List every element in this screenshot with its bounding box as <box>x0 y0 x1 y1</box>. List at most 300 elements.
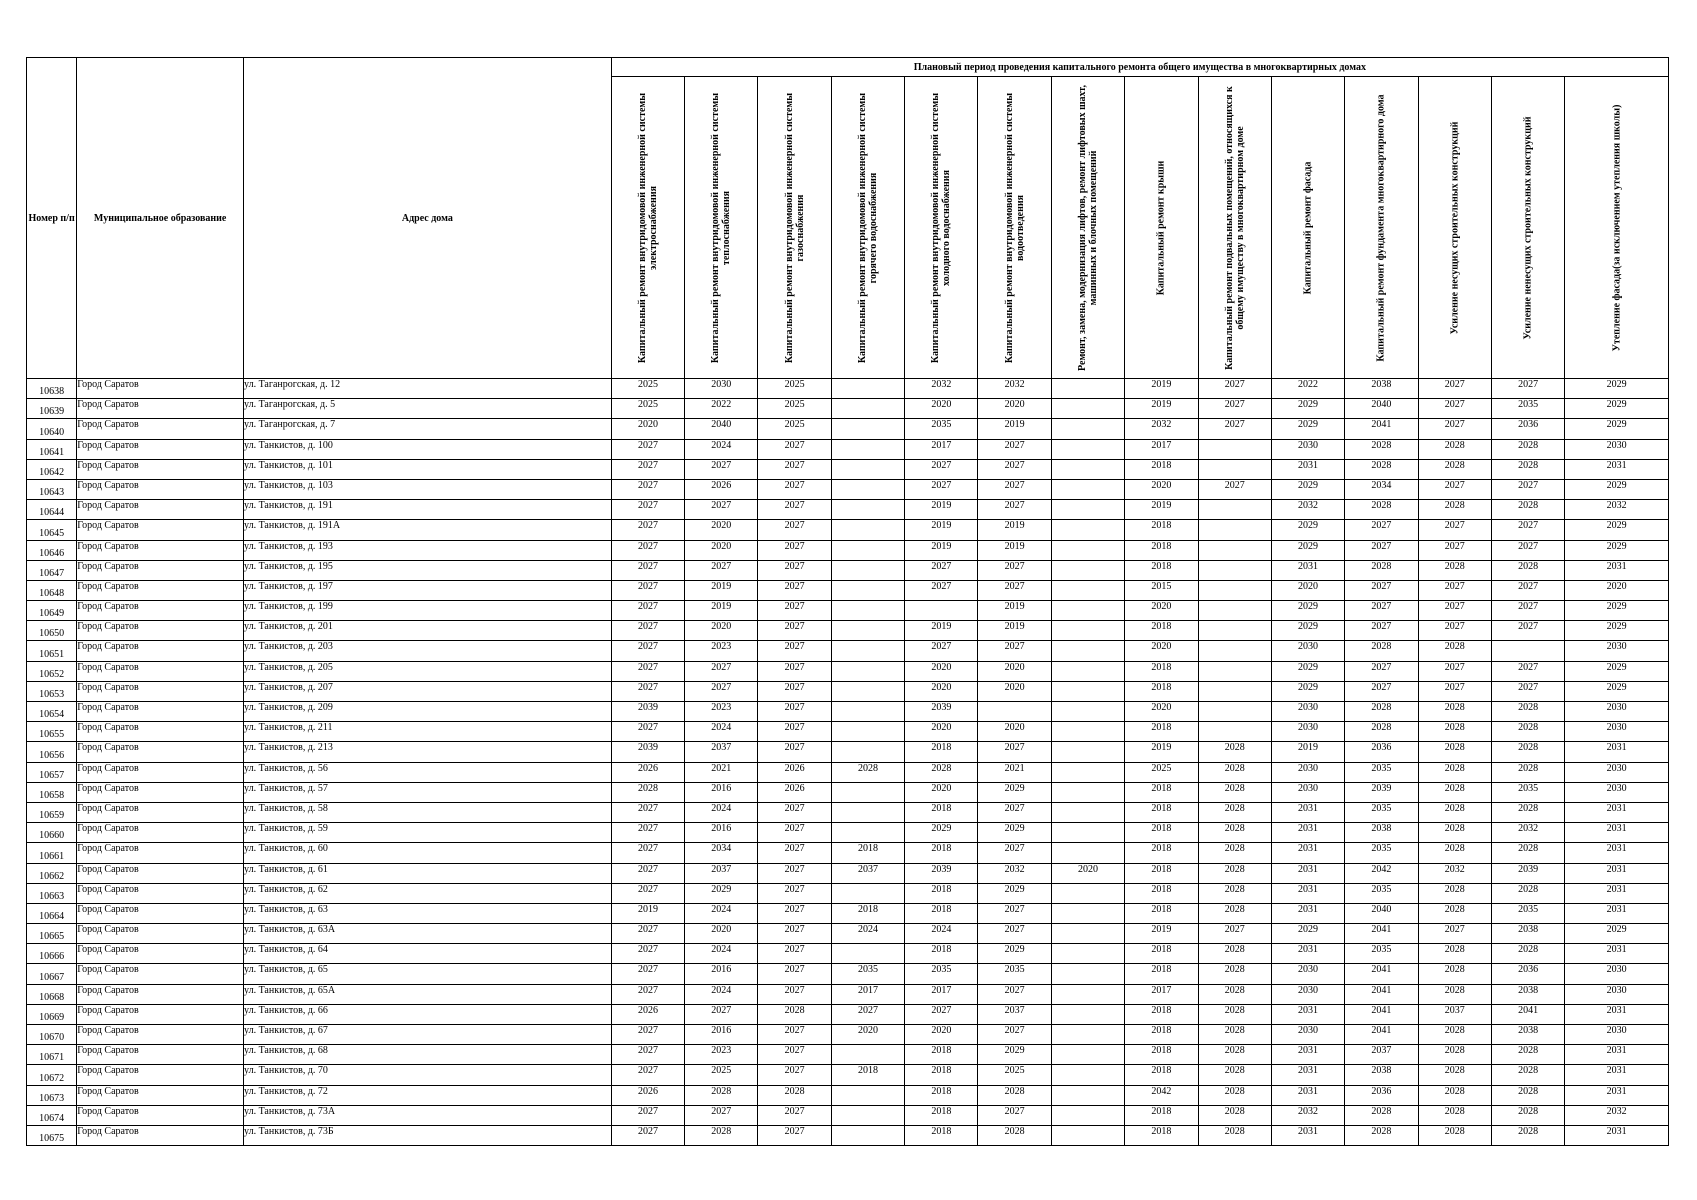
year-cell: 2027 <box>611 883 684 903</box>
year-cell: 2037 <box>1345 1045 1418 1065</box>
year-cell: 2029 <box>978 944 1051 964</box>
year-cell: 2027 <box>978 742 1051 762</box>
year-cell: 2020 <box>905 782 978 802</box>
year-cell: 2028 <box>1418 883 1491 903</box>
year-cell <box>1051 762 1124 782</box>
municipality-cell: Город Саратов <box>77 399 244 419</box>
year-cell: 2020 <box>685 540 758 560</box>
year-cell: 2041 <box>1345 924 1418 944</box>
year-cell: 2017 <box>905 984 978 1004</box>
year-cell: 2031 <box>1565 1004 1669 1024</box>
year-cell <box>831 439 904 459</box>
table-row <box>27 459 1669 479</box>
year-cell <box>1051 782 1124 802</box>
year-cell <box>831 742 904 762</box>
year-cell: 2028 <box>1491 762 1564 782</box>
year-cell: 2029 <box>978 782 1051 802</box>
year-cell: 2028 <box>1198 742 1271 762</box>
year-cell: 2031 <box>1565 1045 1669 1065</box>
year-cell: 2028 <box>1491 500 1564 520</box>
year-cell: 2020 <box>1125 641 1198 661</box>
year-cell: 2028 <box>1491 1045 1564 1065</box>
year-cell: 2019 <box>978 419 1051 439</box>
year-cell: 2020 <box>905 661 978 681</box>
year-cell: 2032 <box>1565 500 1669 520</box>
year-cell <box>1051 802 1124 822</box>
year-cell: 2029 <box>1565 601 1669 621</box>
year-cell: 2027 <box>611 1065 684 1085</box>
year-cell: 2027 <box>611 823 684 843</box>
year-cell: 2027 <box>1491 681 1564 701</box>
year-cell: 2031 <box>1565 1125 1669 1145</box>
year-cell <box>831 520 904 540</box>
row-number: 10646 <box>27 540 77 560</box>
year-cell: 2019 <box>905 540 978 560</box>
address-cell: ул. Танкистов, д. 191А <box>244 520 612 540</box>
year-cell: 2018 <box>905 944 978 964</box>
year-cell: 2029 <box>1565 924 1669 944</box>
year-cell: 2027 <box>758 601 831 621</box>
year-cell: 2019 <box>685 601 758 621</box>
municipality-cell: Город Саратов <box>77 984 244 1004</box>
table-row <box>27 843 1669 863</box>
year-cell: 2030 <box>1565 984 1669 1004</box>
year-cell <box>1051 1085 1124 1105</box>
year-cell: 2039 <box>905 863 978 883</box>
year-cell: 2023 <box>685 702 758 722</box>
year-cell: 2027 <box>1198 479 1271 499</box>
year-cell <box>1198 722 1271 742</box>
year-cell: 2028 <box>978 1125 1051 1145</box>
year-cell: 2027 <box>611 984 684 1004</box>
year-cell: 2027 <box>978 903 1051 923</box>
year-cell: 2034 <box>685 843 758 863</box>
address-cell: ул. Танкистов, д. 56 <box>244 762 612 782</box>
address-cell: ул. Танкистов, д. 73Б <box>244 1125 612 1145</box>
year-cell: 2028 <box>1491 742 1564 762</box>
year-cell: 2028 <box>1345 1125 1418 1145</box>
year-cell: 2023 <box>685 1045 758 1065</box>
year-cell: 2031 <box>1271 1065 1344 1085</box>
year-cell <box>1051 1045 1124 1065</box>
year-cell: 2028 <box>1198 1004 1271 1024</box>
header-work-type-label: Капитальный ремонт внутридомовой инженерной системы газоснабжения <box>783 92 806 363</box>
year-cell: 2028 <box>1491 722 1564 742</box>
municipality-cell: Город Саратов <box>77 964 244 984</box>
year-cell <box>831 782 904 802</box>
year-cell: 2027 <box>758 520 831 540</box>
header-work-type-label: Капитальный ремонт фасада <box>1302 161 1314 294</box>
year-cell: 2020 <box>1125 479 1198 499</box>
year-cell <box>1051 540 1124 560</box>
year-cell: 2027 <box>611 944 684 964</box>
table-row <box>27 681 1669 701</box>
year-cell: 2027 <box>611 621 684 641</box>
year-cell <box>1051 661 1124 681</box>
year-cell: 2030 <box>1565 1025 1669 1045</box>
year-cell: 2027 <box>758 1105 831 1125</box>
year-cell: 2027 <box>978 1025 1051 1045</box>
address-cell: ул. Таганрогская, д. 5 <box>244 399 612 419</box>
address-cell: ул. Танкистов, д. 62 <box>244 883 612 903</box>
year-cell: 2038 <box>1491 924 1564 944</box>
year-cell: 2031 <box>1565 944 1669 964</box>
row-number: 10661 <box>27 843 77 863</box>
year-cell <box>1051 459 1124 479</box>
year-cell: 2031 <box>1271 802 1344 822</box>
year-cell <box>831 1105 904 1125</box>
year-cell: 2027 <box>758 560 831 580</box>
year-cell: 2029 <box>905 823 978 843</box>
year-cell <box>831 681 904 701</box>
year-cell: 2028 <box>1491 1105 1564 1125</box>
year-cell: 2029 <box>978 823 1051 843</box>
year-cell: 2027 <box>685 681 758 701</box>
year-cell: 2020 <box>905 399 978 419</box>
year-cell <box>1051 702 1124 722</box>
year-cell: 2019 <box>905 621 978 641</box>
year-cell: 2039 <box>611 742 684 762</box>
year-cell <box>1051 1025 1124 1045</box>
year-cell: 2028 <box>1198 1065 1271 1085</box>
municipality-cell: Город Саратов <box>77 1045 244 1065</box>
municipality-cell: Город Саратов <box>77 661 244 681</box>
year-cell: 2026 <box>758 782 831 802</box>
municipality-cell: Город Саратов <box>77 379 244 399</box>
year-cell: 2028 <box>1198 1045 1271 1065</box>
year-cell: 2027 <box>1345 601 1418 621</box>
year-cell: 2030 <box>1565 702 1669 722</box>
address-cell: ул. Танкистов, д. 58 <box>244 802 612 822</box>
year-cell <box>1051 722 1124 742</box>
year-cell: 2027 <box>1345 661 1418 681</box>
year-cell: 2018 <box>905 802 978 822</box>
year-cell: 2028 <box>1418 843 1491 863</box>
year-cell <box>1198 520 1271 540</box>
year-cell: 2028 <box>1418 459 1491 479</box>
year-cell: 2021 <box>978 762 1051 782</box>
year-cell: 2027 <box>1418 601 1491 621</box>
year-cell: 2031 <box>1565 1085 1669 1105</box>
year-cell: 2027 <box>611 661 684 681</box>
year-cell: 2027 <box>978 924 1051 944</box>
address-cell: ул. Танкистов, д. 103 <box>244 479 612 499</box>
year-cell: 2028 <box>1418 1085 1491 1105</box>
address-cell: ул. Танкистов, д. 199 <box>244 601 612 621</box>
header-work-type <box>1271 77 1344 379</box>
address-cell: ул. Танкистов, д. 193 <box>244 540 612 560</box>
year-cell <box>831 419 904 439</box>
year-cell: 2032 <box>978 379 1051 399</box>
year-cell: 2027 <box>758 1045 831 1065</box>
year-cell: 2027 <box>978 580 1051 600</box>
year-cell: 2018 <box>905 1045 978 1065</box>
municipality-cell: Город Саратов <box>77 459 244 479</box>
year-cell: 2020 <box>978 681 1051 701</box>
year-cell: 2027 <box>978 641 1051 661</box>
municipality-cell: Город Саратов <box>77 843 244 863</box>
address-cell: ул. Танкистов, д. 72 <box>244 1085 612 1105</box>
year-cell: 2018 <box>831 903 904 923</box>
year-cell: 2028 <box>1198 1025 1271 1045</box>
year-cell: 2031 <box>1271 1125 1344 1145</box>
year-cell: 2026 <box>758 762 831 782</box>
year-cell: 2028 <box>611 782 684 802</box>
address-cell: ул. Таганрогская, д. 12 <box>244 379 612 399</box>
table-row <box>27 500 1669 520</box>
year-cell: 2028 <box>1198 1125 1271 1145</box>
municipality-cell: Город Саратов <box>77 782 244 802</box>
year-cell <box>1051 742 1124 762</box>
year-cell: 2027 <box>758 479 831 499</box>
year-cell: 2028 <box>1418 1025 1491 1045</box>
municipality-cell: Город Саратов <box>77 802 244 822</box>
year-cell: 2027 <box>758 742 831 762</box>
year-cell <box>831 802 904 822</box>
header-work-type-label: Капитальный ремонт внутридомовой инженерной системы электроснабжения <box>636 92 659 363</box>
year-cell: 2017 <box>1125 439 1198 459</box>
year-cell: 2018 <box>1125 681 1198 701</box>
header-address: Адрес дома <box>244 58 612 379</box>
year-cell: 2027 <box>978 843 1051 863</box>
header-work-type-label: Капитальный ремонт крыши <box>1155 160 1167 295</box>
year-cell: 2038 <box>1345 379 1418 399</box>
year-cell <box>1198 702 1271 722</box>
year-cell <box>1491 641 1564 661</box>
year-cell: 2040 <box>1345 399 1418 419</box>
table-row <box>27 1105 1669 1125</box>
year-cell <box>831 399 904 419</box>
year-cell <box>831 500 904 520</box>
year-cell <box>1051 1105 1124 1125</box>
year-cell: 2032 <box>978 863 1051 883</box>
header-work-type-label: Утепление фасада(за исключением утепления школы) <box>1611 104 1623 351</box>
year-cell: 2042 <box>1345 863 1418 883</box>
year-cell: 2042 <box>1125 1085 1198 1105</box>
year-cell: 2027 <box>905 1004 978 1024</box>
year-cell <box>831 944 904 964</box>
year-cell: 2031 <box>1271 1085 1344 1105</box>
address-cell: ул. Танкистов, д. 63А <box>244 924 612 944</box>
year-cell <box>1051 621 1124 641</box>
year-cell: 2027 <box>1418 681 1491 701</box>
year-cell: 2027 <box>978 439 1051 459</box>
year-cell: 2032 <box>1565 1105 1669 1125</box>
header-work-type-label: Усиление ненесущих строительных конструкций <box>1522 116 1534 339</box>
year-cell: 2027 <box>978 500 1051 520</box>
year-cell: 2027 <box>1418 661 1491 681</box>
year-cell: 2028 <box>1198 762 1271 782</box>
year-cell <box>831 540 904 560</box>
year-cell: 2028 <box>1345 641 1418 661</box>
year-cell <box>1051 823 1124 843</box>
year-cell: 2028 <box>1345 722 1418 742</box>
year-cell: 2035 <box>905 964 978 984</box>
address-cell: ул. Танкистов, д. 73А <box>244 1105 612 1125</box>
year-cell: 2020 <box>831 1025 904 1045</box>
year-cell <box>831 883 904 903</box>
year-cell: 2028 <box>1418 702 1491 722</box>
year-cell <box>1051 944 1124 964</box>
header-work-type-label: Усиление несущих строительных конструкций <box>1449 121 1461 334</box>
year-cell: 2027 <box>1418 379 1491 399</box>
year-cell: 2027 <box>1418 540 1491 560</box>
year-cell: 2020 <box>611 419 684 439</box>
year-cell: 2028 <box>1198 964 1271 984</box>
address-cell: ул. Танкистов, д. 66 <box>244 1004 612 1024</box>
address-cell: ул. Танкистов, д. 64 <box>244 944 612 964</box>
municipality-cell: Город Саратов <box>77 479 244 499</box>
year-cell: 2027 <box>611 924 684 944</box>
year-cell: 2028 <box>1198 883 1271 903</box>
year-cell: 2027 <box>611 580 684 600</box>
year-cell: 2027 <box>978 560 1051 580</box>
address-cell: ул. Танкистов, д. 60 <box>244 843 612 863</box>
row-number: 10656 <box>27 742 77 762</box>
year-cell: 2032 <box>905 379 978 399</box>
year-cell: 2027 <box>1418 399 1491 419</box>
year-cell: 2028 <box>1491 702 1564 722</box>
year-cell <box>1051 500 1124 520</box>
year-cell <box>831 479 904 499</box>
year-cell <box>831 1125 904 1145</box>
year-cell <box>831 601 904 621</box>
year-cell: 2028 <box>1418 964 1491 984</box>
row-number: 10660 <box>27 823 77 843</box>
year-cell <box>831 702 904 722</box>
year-cell <box>1198 601 1271 621</box>
table-row <box>27 702 1669 722</box>
municipality-cell: Город Саратов <box>77 1025 244 1045</box>
year-cell: 2028 <box>1418 802 1491 822</box>
year-cell: 2037 <box>685 863 758 883</box>
year-cell: 2027 <box>1345 540 1418 560</box>
year-cell: 2027 <box>758 580 831 600</box>
year-cell: 2031 <box>1271 823 1344 843</box>
year-cell: 2025 <box>685 1065 758 1085</box>
year-cell: 2027 <box>758 1025 831 1045</box>
table-row <box>27 399 1669 419</box>
address-cell: ул. Танкистов, д. 67 <box>244 1025 612 1045</box>
year-cell: 2027 <box>1418 621 1491 641</box>
year-cell: 2027 <box>758 1065 831 1085</box>
year-cell <box>978 702 1051 722</box>
row-number: 10653 <box>27 681 77 701</box>
year-cell: 2028 <box>1491 1125 1564 1145</box>
year-cell: 2027 <box>685 500 758 520</box>
year-cell: 2023 <box>685 641 758 661</box>
year-cell <box>831 661 904 681</box>
row-number: 10675 <box>27 1125 77 1145</box>
year-cell: 2029 <box>1271 621 1344 641</box>
row-number: 10652 <box>27 661 77 681</box>
row-number: 10639 <box>27 399 77 419</box>
municipality-cell: Город Саратов <box>77 1004 244 1024</box>
year-cell: 2027 <box>611 520 684 540</box>
year-cell: 2022 <box>1271 379 1344 399</box>
year-cell: 2027 <box>758 823 831 843</box>
year-cell: 2018 <box>1125 883 1198 903</box>
year-cell: 2027 <box>758 661 831 681</box>
year-cell: 2029 <box>1565 399 1669 419</box>
municipality-cell: Город Саратов <box>77 702 244 722</box>
year-cell: 2039 <box>1345 782 1418 802</box>
year-cell <box>831 379 904 399</box>
year-cell: 2027 <box>1491 621 1564 641</box>
address-cell: ул. Танкистов, д. 100 <box>244 439 612 459</box>
year-cell: 2031 <box>1565 1065 1669 1085</box>
capital-repair-table <box>26 57 1669 1146</box>
year-cell: 2027 <box>1198 924 1271 944</box>
year-cell: 2025 <box>611 399 684 419</box>
year-cell: 2035 <box>1345 883 1418 903</box>
year-cell: 2016 <box>685 782 758 802</box>
table-row <box>27 944 1669 964</box>
year-cell: 2027 <box>1345 681 1418 701</box>
municipality-cell: Город Саратов <box>77 621 244 641</box>
year-cell: 2020 <box>978 399 1051 419</box>
header-work-type <box>978 77 1051 379</box>
municipality-cell: Город Саратов <box>77 742 244 762</box>
year-cell: 2037 <box>1418 1004 1491 1024</box>
year-cell: 2018 <box>1125 843 1198 863</box>
year-cell: 2027 <box>685 560 758 580</box>
year-cell <box>1198 641 1271 661</box>
year-cell: 2038 <box>1491 984 1564 1004</box>
year-cell: 2024 <box>831 924 904 944</box>
year-cell: 2030 <box>1271 702 1344 722</box>
year-cell: 2025 <box>1125 762 1198 782</box>
year-cell: 2028 <box>1418 823 1491 843</box>
table-row <box>27 520 1669 540</box>
table-row <box>27 802 1669 822</box>
year-cell: 2024 <box>905 924 978 944</box>
address-cell: ул. Танкистов, д. 195 <box>244 560 612 580</box>
year-cell: 2018 <box>905 742 978 762</box>
year-cell: 2027 <box>758 944 831 964</box>
year-cell: 2027 <box>978 459 1051 479</box>
year-cell: 2035 <box>1491 903 1564 923</box>
year-cell: 2027 <box>905 479 978 499</box>
year-cell: 2028 <box>1345 500 1418 520</box>
year-cell: 2029 <box>1565 419 1669 439</box>
row-number: 10668 <box>27 984 77 1004</box>
year-cell: 2028 <box>1418 1065 1491 1085</box>
year-cell: 2036 <box>1345 1085 1418 1105</box>
year-cell: 2031 <box>1271 843 1344 863</box>
year-cell: 2030 <box>1271 984 1344 1004</box>
year-cell: 2032 <box>1491 823 1564 843</box>
year-cell: 2018 <box>1125 964 1198 984</box>
year-cell: 2032 <box>1418 863 1491 883</box>
year-cell: 2027 <box>611 681 684 701</box>
year-cell: 2029 <box>1271 924 1344 944</box>
year-cell: 2027 <box>611 802 684 822</box>
year-cell: 2028 <box>1345 1105 1418 1125</box>
year-cell <box>831 1085 904 1105</box>
address-cell: ул. Танкистов, д. 65А <box>244 984 612 1004</box>
year-cell: 2030 <box>1271 762 1344 782</box>
year-cell: 2031 <box>1271 1004 1344 1024</box>
row-number: 10647 <box>27 560 77 580</box>
year-cell: 2018 <box>831 1065 904 1085</box>
year-cell: 2018 <box>1125 520 1198 540</box>
table-row <box>27 1065 1669 1085</box>
year-cell: 2030 <box>1271 722 1344 742</box>
year-cell: 2031 <box>1565 883 1669 903</box>
year-cell: 2016 <box>685 1025 758 1045</box>
row-number: 10640 <box>27 419 77 439</box>
